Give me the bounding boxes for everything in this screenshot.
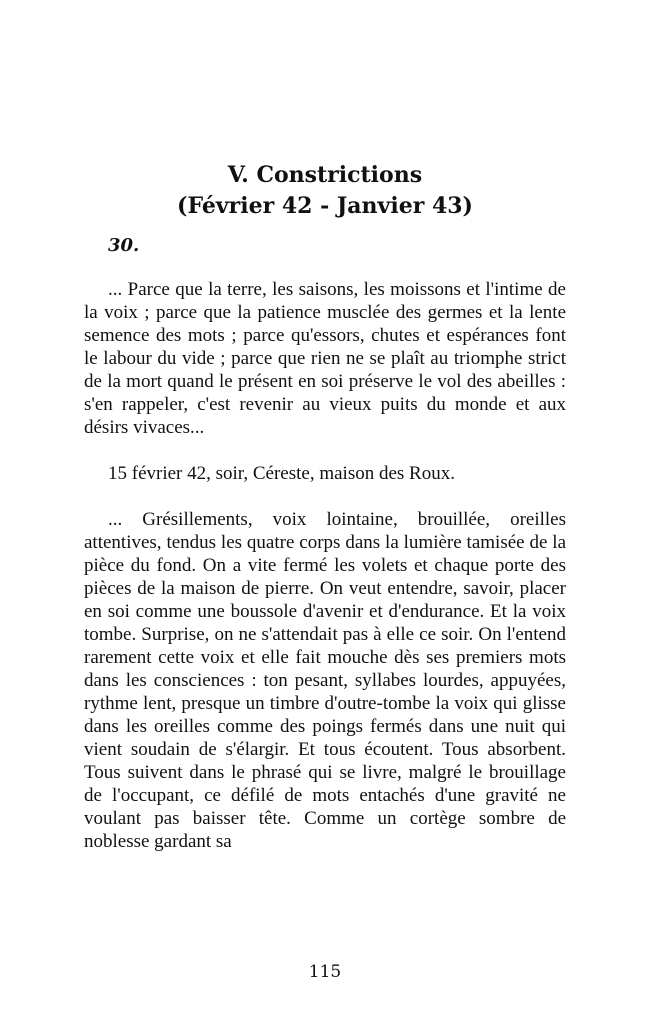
- chapter-dates: (Février 42 - Janvier 43): [177, 193, 473, 219]
- paragraph-date-line: 15 février 42, soir, Céreste, maison des Roux.: [108, 463, 455, 484]
- book-page: [84, 0, 566, 853]
- chapter-title: [84, 160, 566, 222]
- page-number: 115: [308, 962, 342, 982]
- chapter-title-text: V. Constrictions: [227, 162, 423, 188]
- paragraph-intro: ... Parce que la terre, les saisons, les moissons et l'intime de la voix ; parce que la patience musclée des germes et la lente semence des mots ; parce qu'essors, chutes et espérances font le labour du vide ; parce que rien ne se plaît au triomphe strict de la mort quand le présent en soi préserve le vol des abeilles : s'en rappeler, c'est revenir au vieux puits du monde et aux désirs vivaces...: [84, 279, 566, 438]
- section-number: 30.: [108, 235, 140, 256]
- paragraph-body: ... Grésillements, voix lointaine, brouillée, oreilles attentives, tendus les quatre corps dans la lumière tamisée de la pièce du fond. On a vite fermé les volets et chaque porte des pièces de la maison de pierre. On veut entendre, savoir, placer en soi comme une boussole d'avenir et d'endurance. Et la voix tombe. Surprise, on ne s'attendait pas à elle ce soir. On l'entend rarement cette voix et elle fait mouche dès ses premiers mots dans les consciences : ton pesant, syllabes lourdes, appuyées, rythme lent, presque un timbre d'outre-tombe la voix qui glisse dans les oreilles comme des poings fermés dans une nuit qui vient soudain de s'élargir. Et tous écoutent. Tous absorbent. Tous suivent dans le phrasé qui se livre, malgré le brouillage de l'occupant, ce défilé de mots entachés d'une gravité ne voulant pas baisser tête. Comme un cortège sombre de noblesse gardant sa: [84, 509, 566, 852]
